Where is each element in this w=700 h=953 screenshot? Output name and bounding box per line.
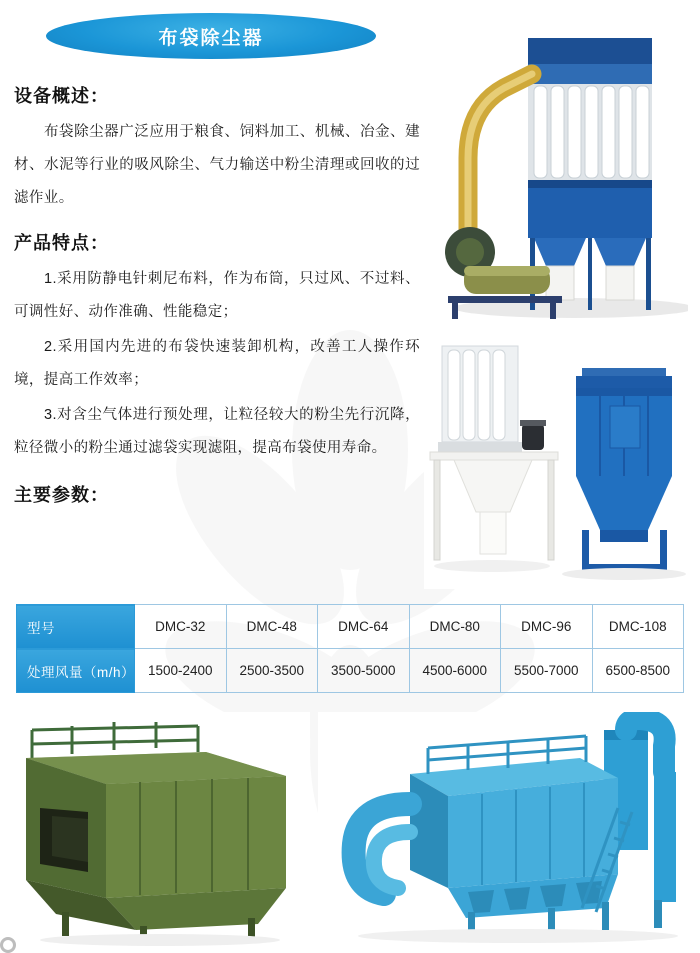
table-cell: 2500-3500 <box>226 649 318 693</box>
feature-paragraph-1: 1.采用防静电针刺尼布料，作为布筒，只过风、不过料、可调性好、动作准确、性能稳定； <box>14 271 420 320</box>
feature-paragraph-2: 2.采用国内先进的布袋快速装卸机构，改善工人操作环境，提高工作效率； <box>14 339 420 388</box>
table-row <box>17 649 684 693</box>
table-cell: DMC-48 <box>226 605 318 649</box>
parameters-table <box>16 604 684 693</box>
table-cell: DMC-32 <box>135 605 227 649</box>
table-cell: 3500-5000 <box>318 649 410 693</box>
table-row <box>17 605 684 649</box>
page-title: 布袋除尘器 <box>158 27 264 49</box>
product-photo-bottom-left <box>10 712 310 947</box>
page-title-banner <box>46 13 376 59</box>
table-cell: 6500-8500 <box>592 649 684 693</box>
section-heading-features: 产品特点： <box>14 233 109 253</box>
table-cell: 4500-6000 <box>409 649 501 693</box>
table-cell: 1500-2400 <box>135 649 227 693</box>
table-cell: DMC-64 <box>318 605 410 649</box>
section-heading-parameters: 主要参数： <box>14 485 109 505</box>
table-cell: DMC-80 <box>409 605 501 649</box>
product-photo-middle <box>424 334 688 589</box>
overview-paragraph: 布袋除尘器广泛应用于粮食、饲料加工、机械、冶金、建材、水泥等行业的吸风除尘、气力输送中粉尘清理或回收的过滤作业。 <box>14 124 420 206</box>
table-cell: 5500-7000 <box>501 649 593 693</box>
text-content-column <box>14 76 420 515</box>
product-photo-bottom-right <box>318 712 690 947</box>
table-row-header-model: 型号 <box>17 605 135 649</box>
table-cell: DMC-96 <box>501 605 593 649</box>
section-heading-overview: 设备概述： <box>14 86 109 106</box>
parameters-table-wrapper <box>16 604 684 693</box>
table-cell: DMC-108 <box>592 605 684 649</box>
product-photo-top <box>424 8 688 328</box>
table-row-header-airflow: 处理风量（m/h） <box>17 649 135 693</box>
corner-logo-mark <box>0 931 26 953</box>
feature-paragraph-3: 3.对含尘气体进行预处理，让粒径较大的粉尘先行沉降，粒径微小的粉尘通过滤袋实现滤阻，提高布袋使用寿命。 <box>14 407 420 456</box>
